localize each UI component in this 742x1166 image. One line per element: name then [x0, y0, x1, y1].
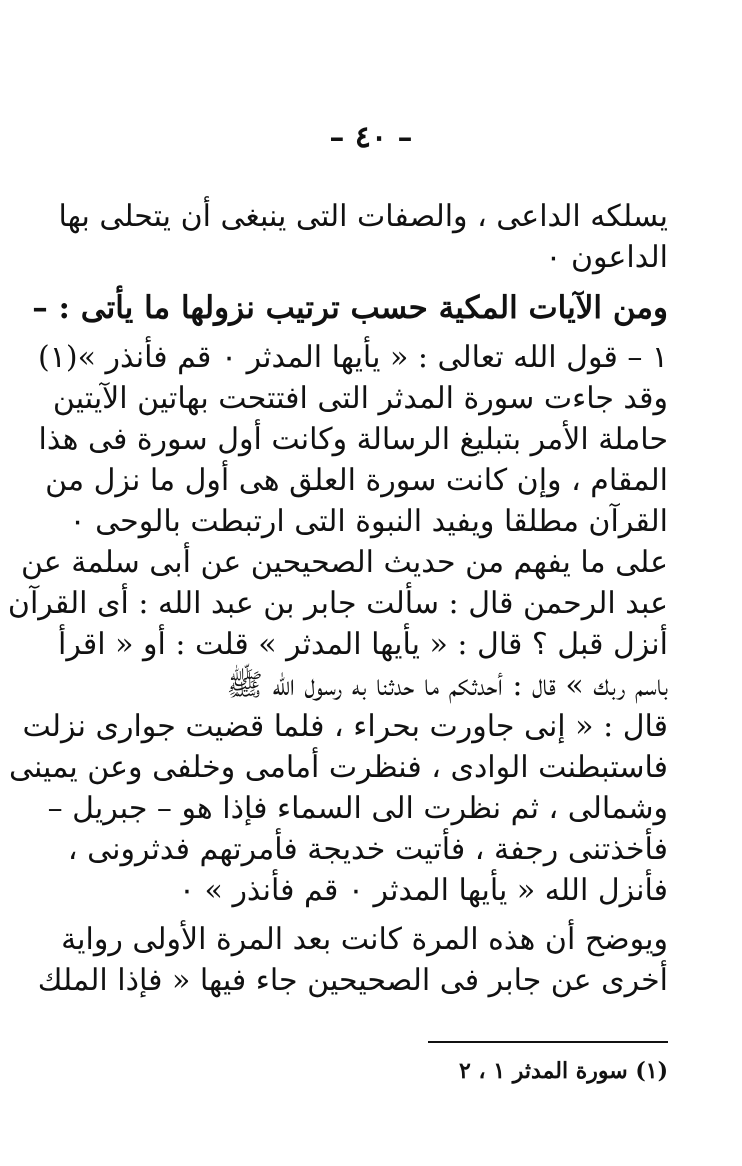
- text-line: ويوضح أن هذه المرة كانت بعد المرة الأولى رواية: [61, 922, 668, 957]
- text-line: الداعون ٠: [545, 240, 668, 275]
- text-line: أنزل قبل ؟ قال : « يأيها المدثر » قلت : أو « اقرأ: [58, 627, 668, 662]
- text-line: فأخذتنى رجفة ، فأتيت خديجة فأمرتهم فدثرونى ،: [67, 832, 668, 867]
- text-line: وقد جاءت سورة المدثر التى افتتحت بهاتين الآيتين: [52, 381, 668, 416]
- text-line: فأنزل الله « يأيها المدثر ٠ قم فأنذر » ٠: [178, 873, 668, 908]
- text-line: فاستبطنت الوادى ، فنظرت أمامى وخلفى وعن يمينى: [8, 750, 668, 785]
- footnote-divider: [428, 1041, 668, 1043]
- text-line: باسم ربك » قال : أحدثكم ما حدثنا به رسول الله ﷺ: [226, 668, 668, 703]
- text-line: قال : « إنى جاورت بحراء ، فلما قضيت جوارى نزلت: [22, 709, 668, 744]
- text-line: ١ – قول الله تعالى : « يأيها المدثر ٠ قم فأنذر »(١): [38, 340, 668, 375]
- body-text: [7, 196, 668, 1001]
- text-line: حاملة الأمر بتبليغ الرسالة وكانت أول سورة فى هذا: [38, 422, 668, 457]
- section-heading: ومن الآيات المكية حسب ترتيب نزولها ما يأتى : –: [32, 290, 668, 326]
- text-line: أخرى عن جابر فى الصحيحين جاء فيها « فإذا الملك: [37, 963, 668, 998]
- page-number: – ٤٠ –: [329, 120, 413, 155]
- text-line: على ما يفهم من حديث الصحيحين عن أبى سلمة عن: [20, 545, 668, 580]
- text-line: وشمالى ، ثم نظرت الى السماء فإذا هو – جبريل –: [47, 791, 668, 826]
- text-line: القرآن مطلقا ويفيد النبوة التى ارتبطت بالوحى ٠: [69, 504, 668, 539]
- text-line: المقام ، وإن كانت سورة العلق هى أول ما نزل من: [45, 463, 668, 498]
- footnote: (١) سورة المدثر ١ ، ٢: [458, 1058, 668, 1084]
- text-line: عبد الرحمن قال : سألت جابر بن عبد الله : أى القرآن: [7, 586, 668, 621]
- text-line: يسلكه الداعى ، والصفات التى ينبغى أن يتحلى بها: [58, 199, 668, 234]
